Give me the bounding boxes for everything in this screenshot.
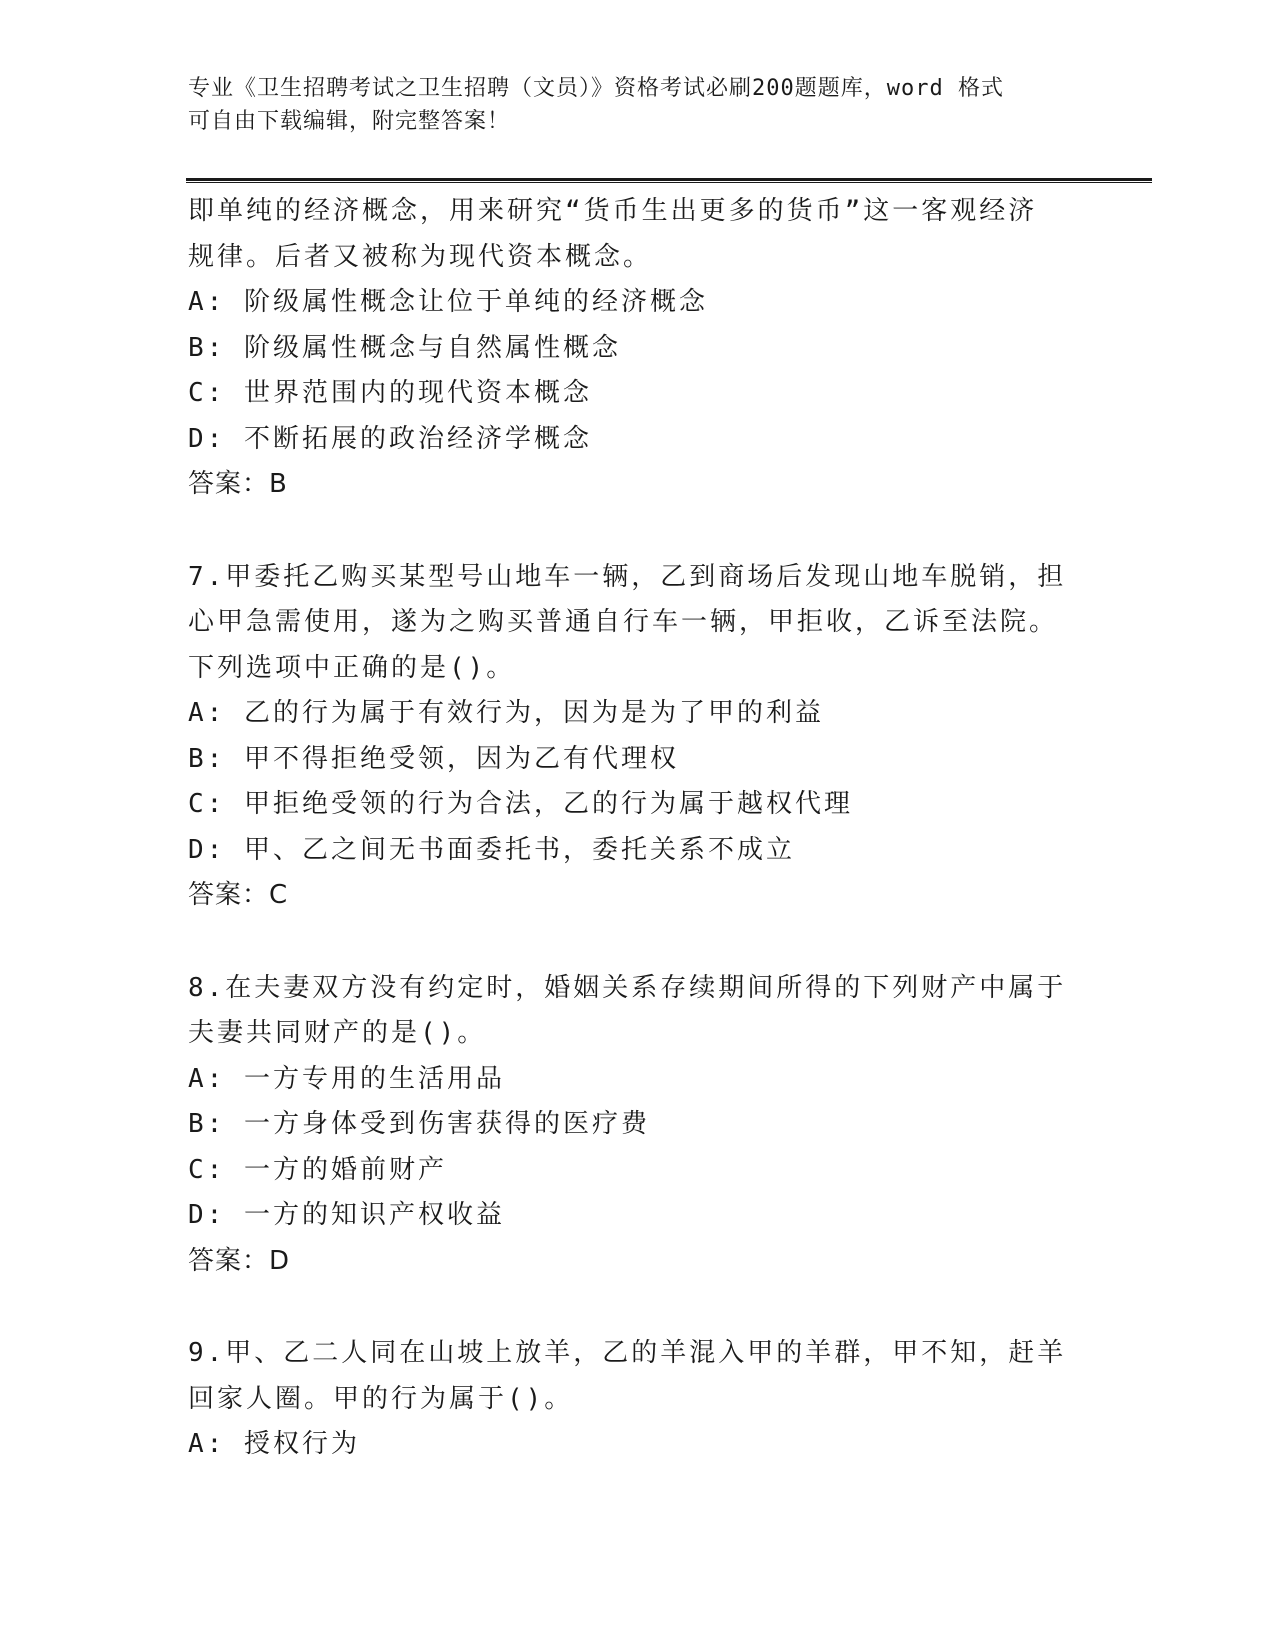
option-a: A: 阶级属性概念让位于单纯的经济概念 — [188, 287, 708, 317]
option-b: B: 甲不得拒绝受领，因为乙有代理权 — [188, 743, 679, 774]
question-text: 回家人圈。甲的行为属于()。 — [188, 1383, 574, 1414]
option-d: D: 不断拓展的政治经济学概念 — [188, 423, 592, 454]
option-d: D: 甲、乙之间无书面委托书，委托关系不成立 — [188, 834, 795, 865]
header-title-line-2: 可自由下载编辑，附完整答案！ — [188, 109, 511, 134]
question-text: 规律。后者又被称为现代资本概念。 — [188, 241, 653, 272]
option-b: B: 一方身体受到伤害获得的医疗费 — [188, 1109, 650, 1139]
option-a: A: 授权行为 — [188, 1429, 360, 1459]
spacer — [188, 919, 1068, 966]
question-9 — [188, 1331, 1068, 1468]
question-text: 8.在夫妻双方没有约定时，婚姻关系存续期间所得的下列财产中属于 — [188, 972, 1067, 1003]
question-text: 心甲急需使用，遂为之购买普通自行车一辆，甲拒收，乙诉至法院。 — [188, 607, 1059, 637]
answer: 答案：B — [188, 469, 288, 499]
question-7 — [188, 555, 1068, 919]
answer: 答案：C — [188, 880, 289, 910]
answer: 答案：D — [188, 1245, 291, 1276]
question-8 — [188, 966, 1068, 1285]
question-6-continued — [188, 189, 1068, 508]
document-header — [188, 72, 1088, 138]
option-c: C: 世界范围内的现代资本概念 — [188, 378, 592, 408]
spacer — [188, 1284, 1068, 1331]
header-title-line-1: 专业《卫生招聘考试之卫生招聘（文员）》资格考试必刷200题题库，word 格式 — [188, 76, 1004, 101]
spacer — [188, 508, 1068, 555]
option-b: B: 阶级属性概念与自然属性概念 — [188, 332, 621, 363]
option-c: C: 甲拒绝受领的行为合法，乙的行为属于越权代理 — [188, 789, 853, 819]
document-body — [188, 189, 1068, 1468]
question-text: 下列选项中正确的是()。 — [188, 652, 516, 683]
option-a: A: 乙的行为属于有效行为，因为是为了甲的利益 — [188, 698, 824, 728]
option-d: D: 一方的知识产权收益 — [188, 1200, 505, 1230]
question-text: 9.甲、乙二人同在山坡上放羊，乙的羊混入甲的羊群，甲不知，赶羊 — [188, 1338, 1067, 1368]
header-divider — [186, 178, 1152, 183]
question-text: 夫妻共同财产的是()。 — [188, 1018, 487, 1048]
option-a: A: 一方专用的生活用品 — [188, 1063, 505, 1094]
question-text: 即单纯的经济概念，用来研究“货币生出更多的货币”这一客观经济 — [188, 196, 1038, 226]
question-text: 7.甲委托乙购买某型号山地车一辆，乙到商场后发现山地车脱销，担 — [188, 561, 1067, 592]
option-c: C: 一方的婚前财产 — [188, 1154, 447, 1185]
